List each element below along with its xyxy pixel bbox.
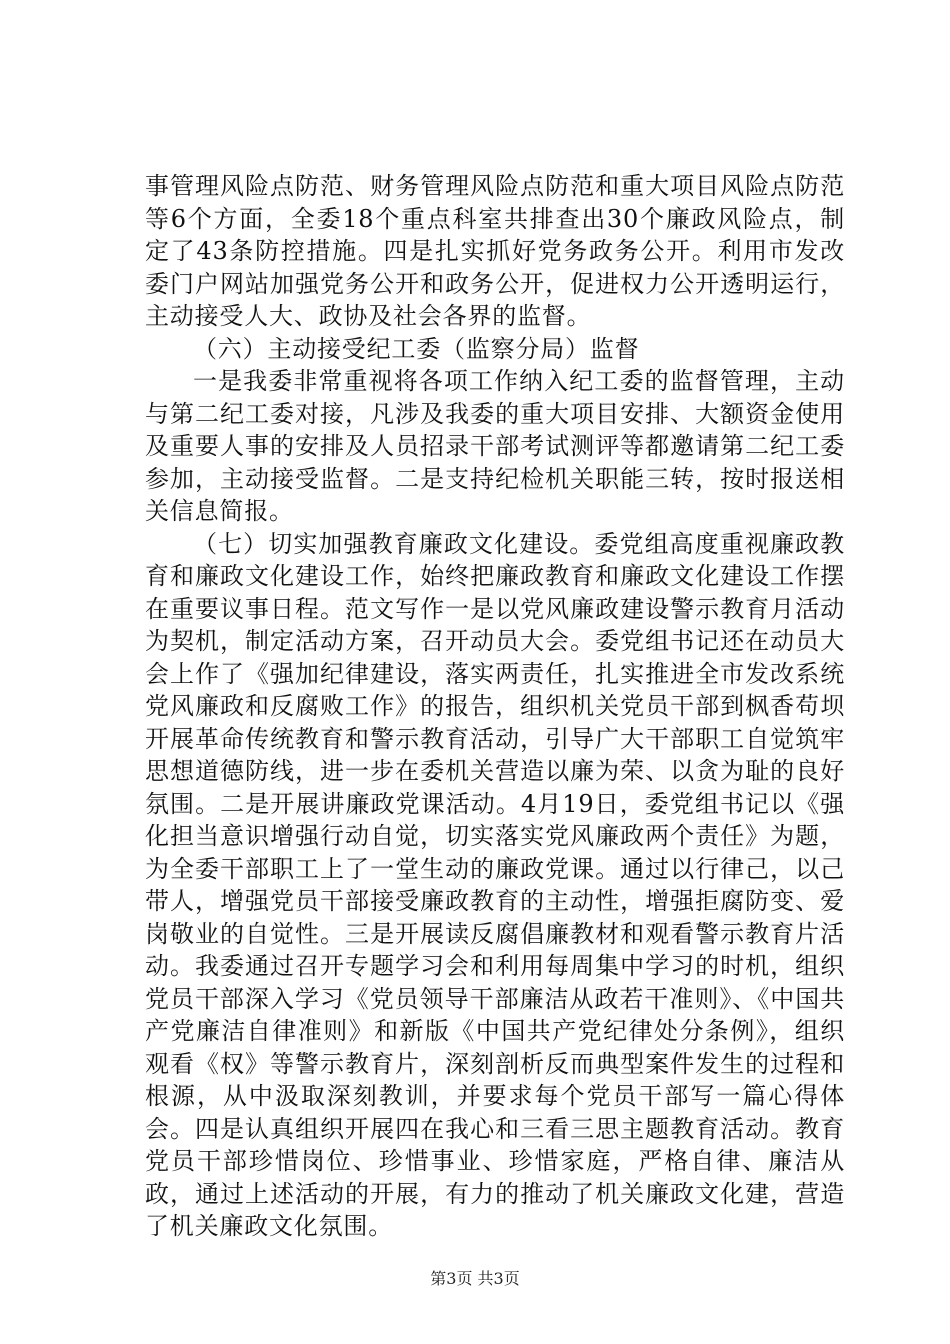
- page-footer: 第3页 共3页: [430, 1269, 520, 1288]
- document-body: [145, 170, 845, 1243]
- paragraph-education: （七）切实加强教育廉政文化建设。委党组高度重视廉政教育和廉政文化建设工作，始终把廉政教育和廉政文化建设工作摆在重要议事日程。范文写作一是以党风廉政建设警示教育月活动为契机，制定活动方案，召开动员大会。委党组书记还在动员大会上作了《强加纪律建设，落实两责任，扎实推进全市发改系统党风廉政和反腐败工作》的报告，组织机关党员干部到枫香苟坝开展革命传统教育和警示教育活动，引导广大干部职工自觉筑牢思想道德防线，进一步在委机关营造以廉为荣、以贪为耻的良好氛围。二是开展讲廉政党课活动。4月19日，委党组书记以《强化担当意识增强行动自觉，切实落实党风廉政两个责任》为题，为全委干部职工上了一堂生动的廉政党课。通过以行律己，以己带人，增强党员干部接受廉政教育的主动性，增强拒腐防变、爱岗敬业的自觉性。三是开展读反腐倡廉教材和观看警示教育片活动。我委通过召开专题学习会和利用每周集中学习的时机，组织党员干部深入学习《党员领导干部廉洁从政若干准则》、《中国共产党廉洁自律准则》和新版《中国共产党纪律处分条例》，组织观看《权》等警示教育片，深刻剖析反而典型案件发生的过程和根源，从中汲取深刻教训，并要求每个党员干部写一篇心得体会。四是认真组织开展四在我心和三看三思主题教育活动。教育党员干部珍惜岗位、珍惜事业、珍惜家庭，严格自律、廉洁从政，通过上述活动的开展，有力的推动了机关廉政文化建，营造了机关廉政文化氛围。: [145, 529, 845, 1240]
- paragraph-supervision: 一是我委非常重视将各项工作纳入纪工委的监督管理，主动与第二纪工委对接，凡涉及我委的重大项目安排、大额资金使用及重要人事的安排及人员招录干部考试测评等都邀请第二纪工委参加，主动接受监督。二是支持纪检机关职能三转，按时报送相关信息简报。: [145, 367, 845, 525]
- paragraph-continuation: 事管理风险点防范、财务管理风险点防范和重大项目风险点防范等6个方面，全委18个重点科室共排查出30个廉政风险点，制定了43条防控措施。四是扎实抓好党务政务公开。利用市发改委门户网站加强党务公开和政务公开，促进权力公开透明运行，主动接受人大、政协及社会各界的监督。: [145, 172, 845, 330]
- section-heading-six: （六）主动接受纪工委（监察分局）监督: [193, 334, 640, 363]
